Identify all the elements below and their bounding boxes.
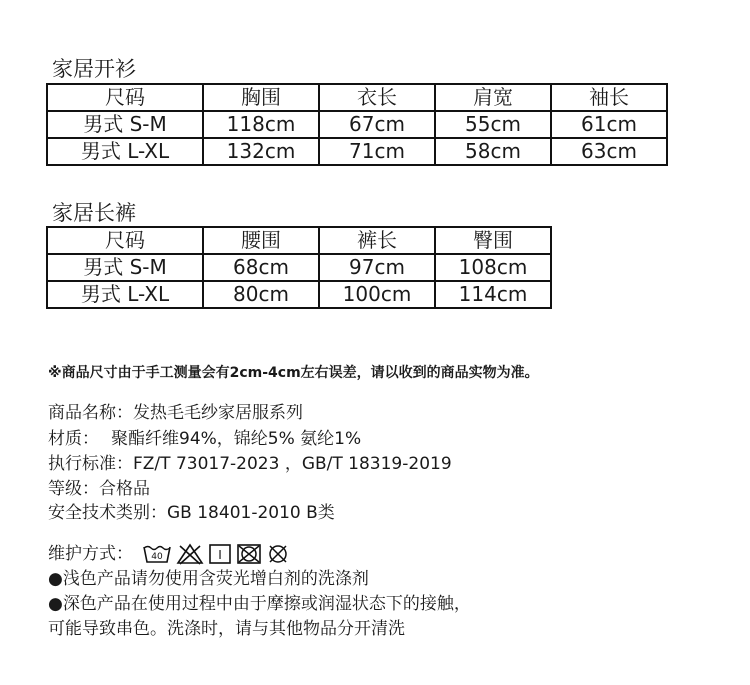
info-value: GB 18401-2010 B类 xyxy=(167,503,335,523)
table-cell: 58cm xyxy=(435,138,551,165)
care-row xyxy=(48,543,290,565)
info-grade xyxy=(48,478,150,500)
cardigan-size-table xyxy=(46,83,668,166)
info-label: 安全技术类别： xyxy=(48,503,167,523)
info-label: 等级： xyxy=(48,479,99,499)
info-value: FZ/T 73017-2023 ，GB/T 18319-2019 xyxy=(133,454,452,474)
care-icons xyxy=(142,543,290,565)
wash-temp-label: 40 xyxy=(151,552,164,562)
table-cell: 71cm xyxy=(319,138,435,165)
info-safety xyxy=(48,502,335,524)
table-row xyxy=(47,254,557,281)
header-cell: 尺码 xyxy=(47,84,203,111)
table-cell: 68cm xyxy=(203,254,319,281)
pants-size-table xyxy=(46,226,558,309)
no-dry-clean-icon xyxy=(266,543,290,565)
table-cell: 100cm xyxy=(319,281,435,308)
info-value: 聚酯纤维94%，锦纶5% 氨纶1% xyxy=(111,429,362,449)
table-header-row xyxy=(47,227,557,254)
no-tumble-dry-icon xyxy=(236,543,262,565)
info-label: 材质： xyxy=(48,429,99,449)
table-cell: 80cm xyxy=(203,281,319,308)
table-cell: 118cm xyxy=(203,111,319,138)
info-label: 执行标准： xyxy=(48,454,133,474)
info-value: 发热毛毛纱家居服系列 xyxy=(133,403,303,423)
table-cell: 132cm xyxy=(203,138,319,165)
header-cell: 臀围 xyxy=(435,227,551,254)
table-cell: 男式 S-M xyxy=(47,111,203,138)
table-cell: 108cm xyxy=(435,254,551,281)
table-cell: 114cm xyxy=(435,281,551,308)
empty-cell xyxy=(551,227,557,254)
info-standard xyxy=(48,453,452,475)
info-value: 合格品 xyxy=(99,479,150,499)
header-cell: 肩宽 xyxy=(435,84,551,111)
table-row xyxy=(47,138,667,165)
empty-cell xyxy=(551,281,557,308)
care-label: 维护方式： xyxy=(48,544,133,564)
empty-cell xyxy=(551,254,557,281)
header-cell: 腰围 xyxy=(203,227,319,254)
info-material xyxy=(48,428,361,450)
no-bleach-icon xyxy=(176,543,204,565)
line-dry-icon xyxy=(208,543,232,565)
header-cell: 衣长 xyxy=(319,84,435,111)
header-cell: 尺码 xyxy=(47,227,203,254)
table-cell: 男式 L-XL xyxy=(47,138,203,165)
table-cell: 男式 S-M xyxy=(47,254,203,281)
care-line-1: ●浅色产品请勿使用含荧光增白剂的洗涤剂 xyxy=(48,569,369,589)
cardigan-title: 家居开衫 xyxy=(52,57,136,81)
table-header-row xyxy=(47,84,667,111)
care-line-3: 可能导致串色。洗涤时，请与其他物品分开清洗 xyxy=(48,619,405,639)
wash-40-icon xyxy=(142,543,172,565)
pants-title: 家居长裤 xyxy=(52,201,136,225)
table-cell: 67cm xyxy=(319,111,435,138)
table-cell: 男式 L-XL xyxy=(47,281,203,308)
measurement-note: ※商品尺寸由于手工测量会有2cm-4cm左右误差，请以收到的商品实物为准。 xyxy=(48,365,539,381)
table-row xyxy=(47,281,557,308)
header-cell: 胸围 xyxy=(203,84,319,111)
header-cell: 袖长 xyxy=(551,84,667,111)
table-cell: 63cm xyxy=(551,138,667,165)
info-label: 商品名称： xyxy=(48,403,133,423)
header-cell: 裤长 xyxy=(319,227,435,254)
care-line-2: ●深色产品在使用过程中由于摩擦或润湿状态下的接触， xyxy=(48,594,471,614)
line-dry-label: I xyxy=(218,548,223,562)
table-cell: 55cm xyxy=(435,111,551,138)
table-row xyxy=(47,111,667,138)
info-product-name xyxy=(48,402,303,424)
table-cell: 61cm xyxy=(551,111,667,138)
table-cell: 97cm xyxy=(319,254,435,281)
